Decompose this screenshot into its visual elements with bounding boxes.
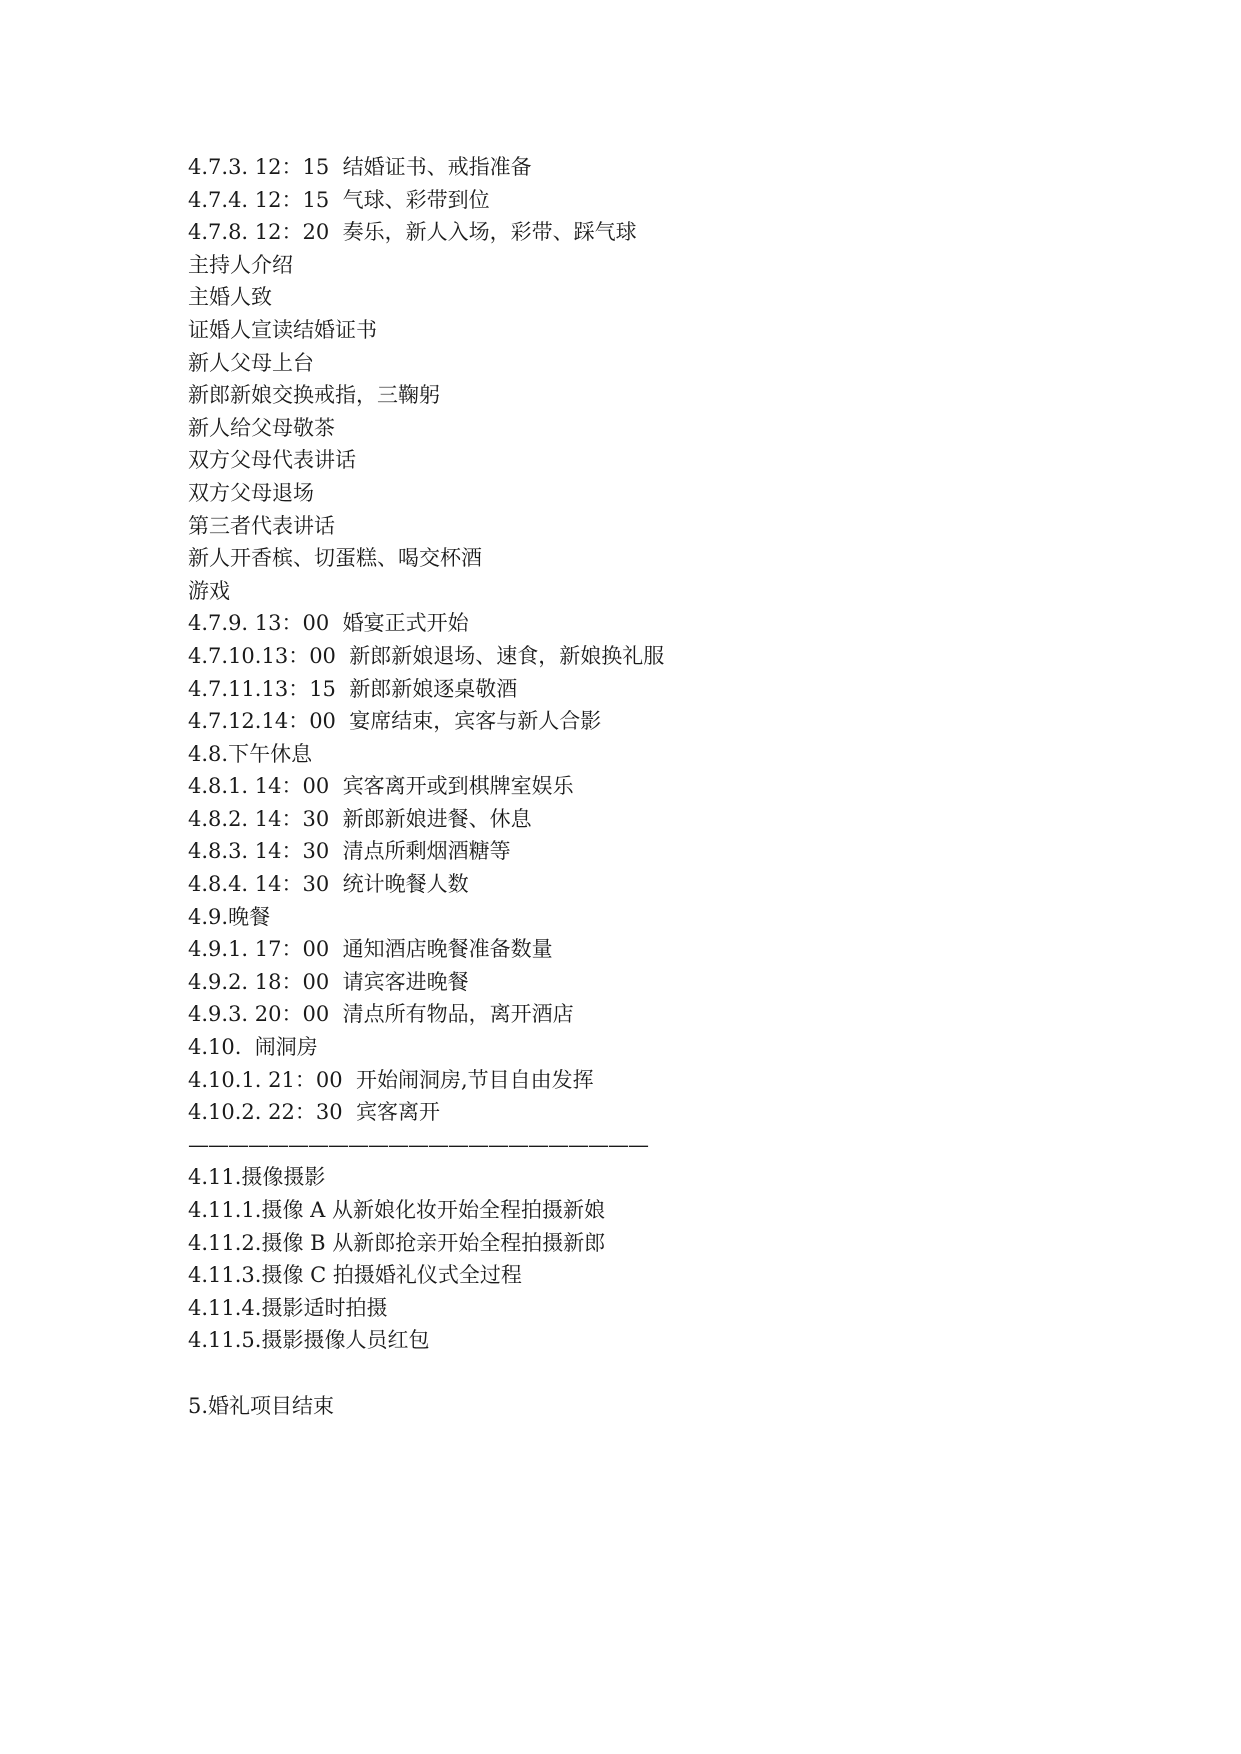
text-line: 4.7.10.13：00 新郎新娘退场、速食，新娘换礼服 xyxy=(188,643,665,668)
text-line: 4.8.3. 14：30 清点所剩烟酒糖等 xyxy=(188,839,511,864)
text-line: 4.11.3.摄像 C 拍摄婚礼仪式全过程 xyxy=(188,1263,522,1288)
blank-line xyxy=(188,1357,1088,1390)
text-line: 新人父母上台 xyxy=(188,350,314,375)
text-line: 4.8.1. 14：00 宾客离开或到棋牌室娱乐 xyxy=(188,774,574,799)
text-line: 4.10.2. 22：30 宾客离开 xyxy=(188,1100,440,1125)
text-line: 4.11.5.摄影摄像人员红包 xyxy=(188,1328,430,1353)
text-line: 4.9.1. 17：00 通知酒店晚餐准备数量 xyxy=(188,937,553,962)
text-line: 4.7.12.14：00 宴席结束，宾客与新人合影 xyxy=(188,709,602,734)
text-line: 4.7.11.13：15 新郎新娘逐桌敬酒 xyxy=(188,676,518,701)
text-line: 4.7.3. 12：15 结婚证书、戒指准备 xyxy=(188,155,532,179)
text-line: 新人给父母敬茶 xyxy=(188,415,335,440)
divider-rule: ——————————————————————— xyxy=(188,1132,648,1157)
text-line: 4.8.2. 14：30 新郎新娘进餐、休息 xyxy=(188,806,532,831)
text-line: 4.11.2.摄像 B 从新郎抢亲开始全程拍摄新郎 xyxy=(188,1230,606,1255)
document-body xyxy=(188,151,1088,1422)
section-heading: 4.11.摄像摄影 xyxy=(188,1165,326,1190)
text-line: 第三者代表讲话 xyxy=(188,513,335,538)
text-line: 4.7.4. 12：15 气球、彩带到位 xyxy=(188,187,490,212)
text-line: 4.9.2. 18：00 请宾客进晚餐 xyxy=(188,969,469,994)
section-heading: 4.9.晚餐 xyxy=(188,904,271,929)
section-heading: 4.8.下午休息 xyxy=(188,741,313,766)
text-line: 4.10.1. 21：00 开始闹洞房,节目自由发挥 xyxy=(188,1067,594,1092)
section-heading: 4.10. 闹洞房 xyxy=(188,1035,318,1060)
text-line: 4.11.1.摄像 A 从新娘化妆开始全程拍摄新娘 xyxy=(188,1198,605,1222)
text-line: 新人开香槟、切蛋糕、喝交杯酒 xyxy=(188,546,482,571)
text-line: 主持人介绍 xyxy=(188,252,293,277)
text-line: 4.11.4.摄影适时拍摄 xyxy=(188,1295,388,1320)
section-heading: 5.婚礼项目结束 xyxy=(188,1393,335,1418)
text-line: 主婚人致 xyxy=(188,285,272,310)
text-line: 双方父母代表讲话 xyxy=(188,448,356,473)
text-line: 4.7.9. 13：00 婚宴正式开始 xyxy=(188,611,469,636)
text-line: 游戏 xyxy=(188,578,230,603)
text-line: 证婚人宣读结婚证书 xyxy=(188,317,377,342)
text-line: 双方父母退场 xyxy=(188,480,314,505)
text-line: 4.8.4. 14：30 统计晚餐人数 xyxy=(188,872,469,897)
text-line: 新郎新娘交换戒指，三鞠躬 xyxy=(188,383,440,408)
text-line: 4.7.8. 12：20 奏乐，新人入场，彩带、踩气球 xyxy=(188,220,637,245)
text-line: 4.9.3. 20：00 清点所有物品，离开酒店 xyxy=(188,1002,574,1027)
